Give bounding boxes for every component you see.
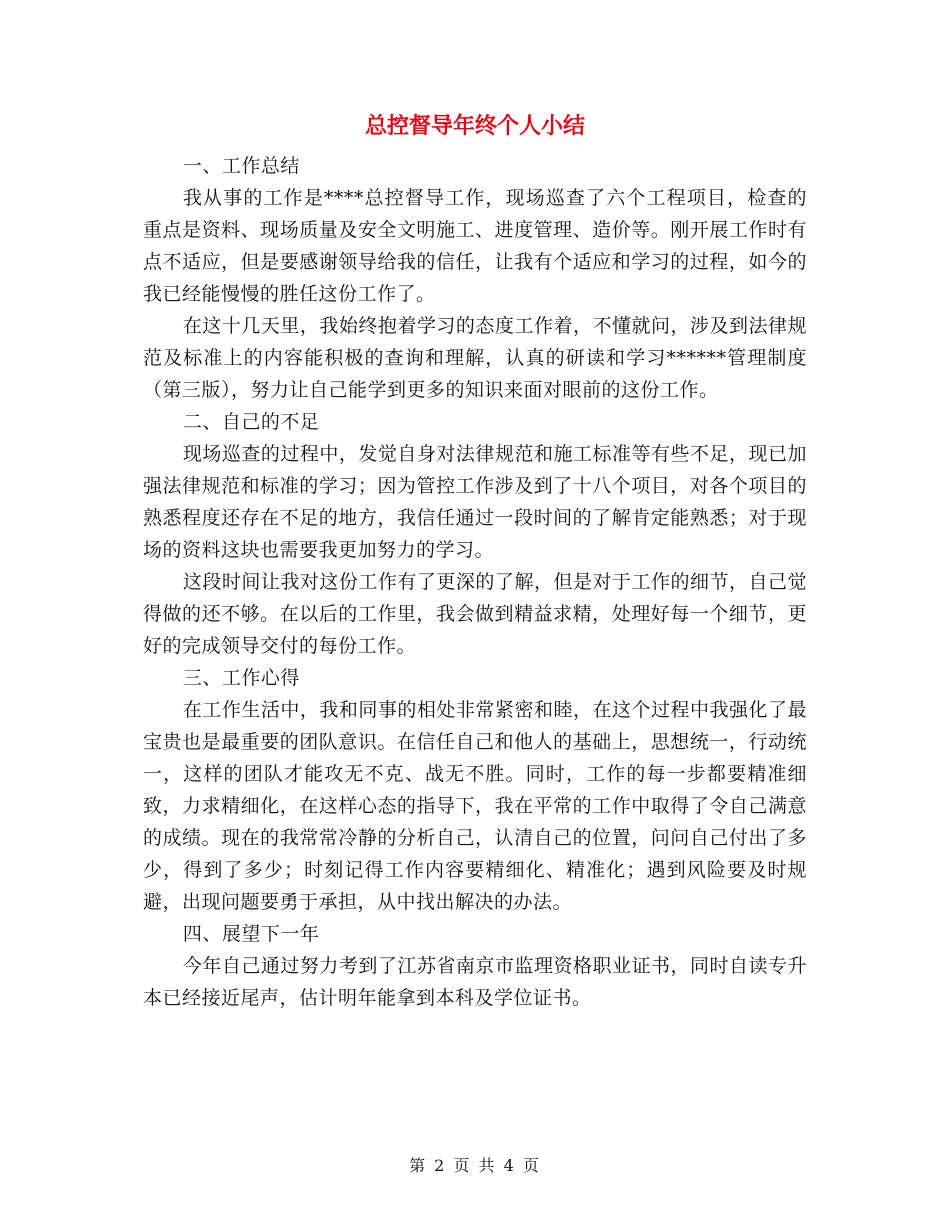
paragraph: 现场巡查的过程中，发觉自身对法律规范和施工标准等有些不足，现已加强法律规范和标准的学习；因为管控工作涉及到了十八个项目，对各个项目的熟悉程度还存在不足的地方，我信任通过一段时间的了解肯定能熟悉；对于现场的资料这块也需要我更加努力的学习。 bbox=[143, 443, 807, 561]
paragraph: 在工作生活中，我和同事的相处非常紧密和睦，在这个过程中我强化了最宝贵也是最重要的团队意识。在信任自己和他人的基础上，思想统一，行动统一，这样的团队才能攻无不克、战无不胜。同时，工作的每一步都要精准细致，力求精细化，在这样心态的指导下，我在平常的工作中取得了令自己满意的成绩。现在的我常常冷静的分析自己，认清自己的位置，问问自己付出了多少，得到了多少；时刻记得工作内容要精细化、精准化；遇到风险要及时规避，出现问题要勇于承担，从中找出解决的办法。 bbox=[143, 699, 807, 913]
paragraph: 这段时间让我对这份工作有了更深的了解，但是对于工作的细节，自己觉得做的还不够。在以后的工作里，我会做到精益求精，处理好每一个细节，更好的完成领导交付的每份工作。 bbox=[143, 571, 807, 657]
section-heading: 四、展望下一年 bbox=[182, 923, 320, 945]
paragraph: 在这十几天里，我始终抱着学习的态度工作着，不懂就问，涉及到法律规范及标准上的内容能积极的查询和理解，认真的研读和学习******管理制度（第三版），努力让自己能学到更多的知识来面对眼前的这份工作。 bbox=[143, 315, 807, 401]
section-heading: 一、工作总结 bbox=[182, 155, 300, 177]
page-number: 第 2 页 共 4 页 bbox=[409, 1156, 541, 1175]
document-body bbox=[143, 150, 807, 1014]
section-heading: 三、工作心得 bbox=[182, 667, 300, 689]
paragraph: 今年自己通过努力考到了江苏省南京市监理资格职业证书，同时自读专升本已经接近尾声，估计明年能拿到本科及学位证书。 bbox=[143, 955, 807, 1009]
paragraph: 我从事的工作是****总控督导工作，现场巡查了六个工程项目，检查的重点是资料、现场质量及安全文明施工、进度管理、造价等。刚开展工作时有点不适应，但是要感谢领导给我的信任，让我有个适应和学习的过程，如今的我已经能慢慢的胜任这份工作了。 bbox=[143, 187, 807, 305]
document-title: 总控督导年终个人小结 bbox=[364, 113, 585, 139]
section-heading: 二、自己的不足 bbox=[182, 411, 320, 433]
